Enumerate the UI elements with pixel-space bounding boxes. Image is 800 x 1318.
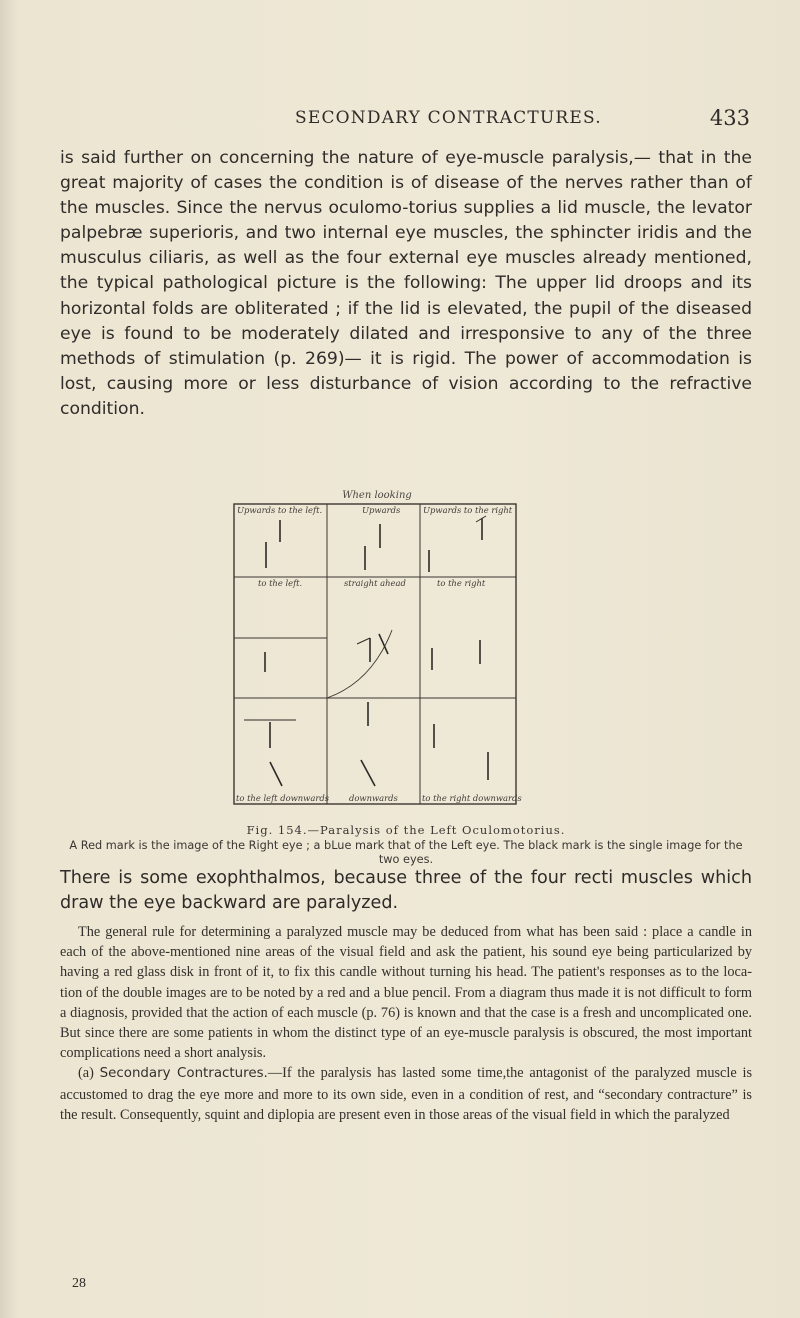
image-mark [270,762,282,786]
small-print-section [60,922,752,1125]
section-marker: (a) [78,1065,94,1082]
signature-mark: 28 [72,1276,86,1291]
cell-label-down-left: to the left downwards [236,793,330,803]
page-number: 433 [709,106,750,130]
diplopia-grid [232,490,552,820]
cell-label-straight: straight ahead [344,578,406,588]
body-text [60,146,752,422]
cell-label-up: Upwards [362,505,401,515]
cell-label-down: downwards [349,793,398,803]
caption-title: Fig. 154.—Paralysis of the Left Oculomotorius. [246,823,566,837]
image-mark-tick [476,516,486,522]
image-mark [361,760,375,786]
caption-text: A Red mark is the image of the Right eye ; a bLue mark that of the Left eye. The black mark is the single image for the two eyes. [69,839,743,866]
figure-caption [60,823,752,867]
section-text: —If the paralysis has lasted some time,the antagonist of the paralyzed muscle is accustomed to drag the eye more and more to its own side, even in a condition of rest, and “secondary contracture” is the result. Consequently, squint and diplopia are present even in those areas of the visual field in which the paralyzed [60,1065,753,1123]
small-paragraph-2 [60,1063,752,1125]
running-head [60,106,750,136]
grid-border [234,504,516,804]
body-paragraph: is said further on concerning the nature of eye-muscle paralysis,— that in the great majority of cases the condition is of disease of the nerves rather than of the muscles. Since the nervus oculomo-torius supplies a lid muscle, the levator palpebræ superioris, and two internal eye muscles, the sphincter iridis and the musculus ciliaris, as well as the four external eye muscles already mentioned, the typical pathological picture is the following: The upper lid droops and its horizontal folds are obliterated ; if the lid is elevated, the pupil of the diseased eye is found to be moderately dilated and irresponsive to any of the three methods of stimulation (p. 269)— it is rigid. The power of accommodation is lost, causing more or less disturbance of vision according to the refractive condition. [60,148,752,419]
image-mark-tick [357,638,370,644]
cell-label-up-right: Upwards to the right [423,505,513,515]
cell-label-left: to the left. [258,578,303,588]
section-heading: Secondary Contractures. [99,1066,268,1082]
running-title: SECONDARY CONTRACTURES. [295,108,602,128]
figure-154 [232,490,552,820]
small-paragraph-1: The general rule for determining a paralyzed muscle may be deduced from what has been said : place a candle in each of the above-mentioned nine areas of the visual field and ask the patient, his sound eye being particularized by having a red glass disk in front of it, to fix this candle without turning his head. The patient's responses as to the loca-tion of the double images are to be noted by a red and a blue pencil. From a diagram thus made it is not difficult to form a diagnosis, provided that the action of each muscle (p. 76) is known and that the case is a fresh and uncomplicated one. But since there are some patients in whom the distinct type of an eye-muscle paralysis is obscured, the most important complications need a short analysis. [60,924,752,1062]
cell-label-right: to the right [437,578,486,588]
cell-label-down-right: to the right downwards [422,793,522,803]
image-mark [379,634,388,654]
lead-paragraph: There is some exophthalmos, because three of the four recti muscles which draw the eye backward are paralyzed. [60,868,752,913]
cell-label-up-left: Upwards to the left. [237,505,323,515]
figure-header: When looking [342,490,412,501]
